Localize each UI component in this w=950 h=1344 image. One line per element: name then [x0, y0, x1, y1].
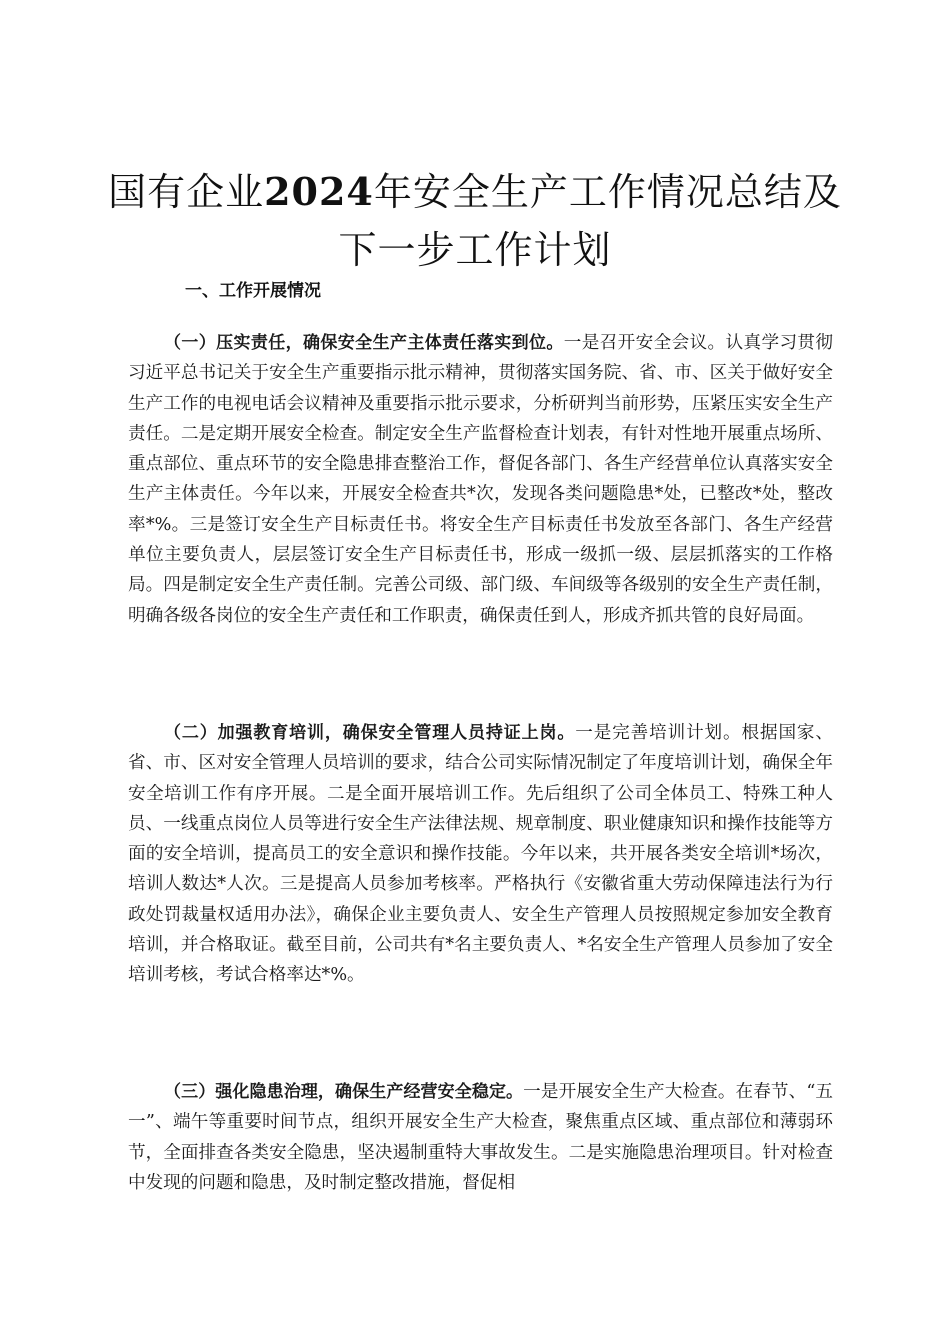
paragraph-body: 一是开展安全生产大检查。在春节、“五一”、端午等重要时间节点，组织开展安全生产大检查，聚焦重点区域、重点部位和薄弱环节，全面排查各类安全隐患，坚决遏制重特大事故发生。二是实施隐患治理项目。针对检查中发现的问题和隐患，及时制定整改措施，督促相: [128, 1082, 834, 1193]
title-part2: 年安全生产工作情况总结及下一步工作计划: [338, 170, 842, 272]
paragraph-lead: （二）加强教育培训，确保安全管理人员持证上岗。: [164, 723, 576, 743]
document-title: [100, 163, 850, 279]
section-heading: 一、工作开展情况: [185, 281, 321, 301]
paragraph-training: [128, 718, 833, 991]
paragraph-hazard: [128, 1077, 833, 1198]
paragraph-lead: （三）强化隐患治理，确保生产经营安全稳定。: [164, 1082, 524, 1102]
title-part1: 国有企业: [108, 170, 265, 214]
paragraph-lead: （一）压实责任，确保安全生产主体责任落实到位。: [164, 333, 564, 353]
paragraph-body: 一是召开安全会议。认真学习贯彻习近平总书记关于安全生产重要指示批示精神，贯彻落实国务院、省、市、区关于做好安全生产工作的电视电话会议精神及重要指示批示要求，分析研判当前形势，压紧压实安全生产责任。二是定期开展安全检查。制定安全生产监督检查计划表，有针对性地开展重点场所、重点部位、重点环节的安全隐患排查整治工作，督促各部门、各生产经营单位认真落实安全生产主体责任。今年以来，开展安全检查共*次，发现各类问题隐患*处，已整改*处，整改率*%。三是签订安全生产目标责任书。将安全生产目标责任书发放至各部门、各生产经营单位主要负责人，层层签订安全生产目标责任书，形成一级抓一级、层层抓落实的工作格局。四是制定安全生产责任制。完善公司级、部门级、车间级等各级别的安全生产责任制，明确各级各岗位的安全生产责任和工作职责，确保责任到人，形成齐抓共管的良好局面。: [128, 333, 833, 626]
title-year: 2024: [264, 169, 374, 214]
paragraph-body: 一是完善培训计划。根据国家、省、市、区对安全管理人员培训的要求，结合公司实际情况制定了年度培训计划，确保全年安全培训工作有序开展。二是全面开展培训工作。先后组织了公司全体员工、特殊工种人员、一线重点岗位人员等进行安全生产法律法规、规章制度、职业健康知识和操作技能等方面的安全培训，提高员工的安全意识和操作技能。今年以来，共开展各类安全培训*场次，培训人数达*人次。三是提高人员参加考核率。严格执行《安徽省重大劳动保障违法行为行政处罚裁量权适用办法》，确保企业主要负责人、安全生产管理人员按照规定参加安全教育培训，并合格取证。截至目前，公司共有*名主要负责人、*名安全生产管理人员参加了安全培训考核，考试合格率达*%。: [128, 723, 833, 986]
paragraph-responsibility: [128, 328, 833, 631]
